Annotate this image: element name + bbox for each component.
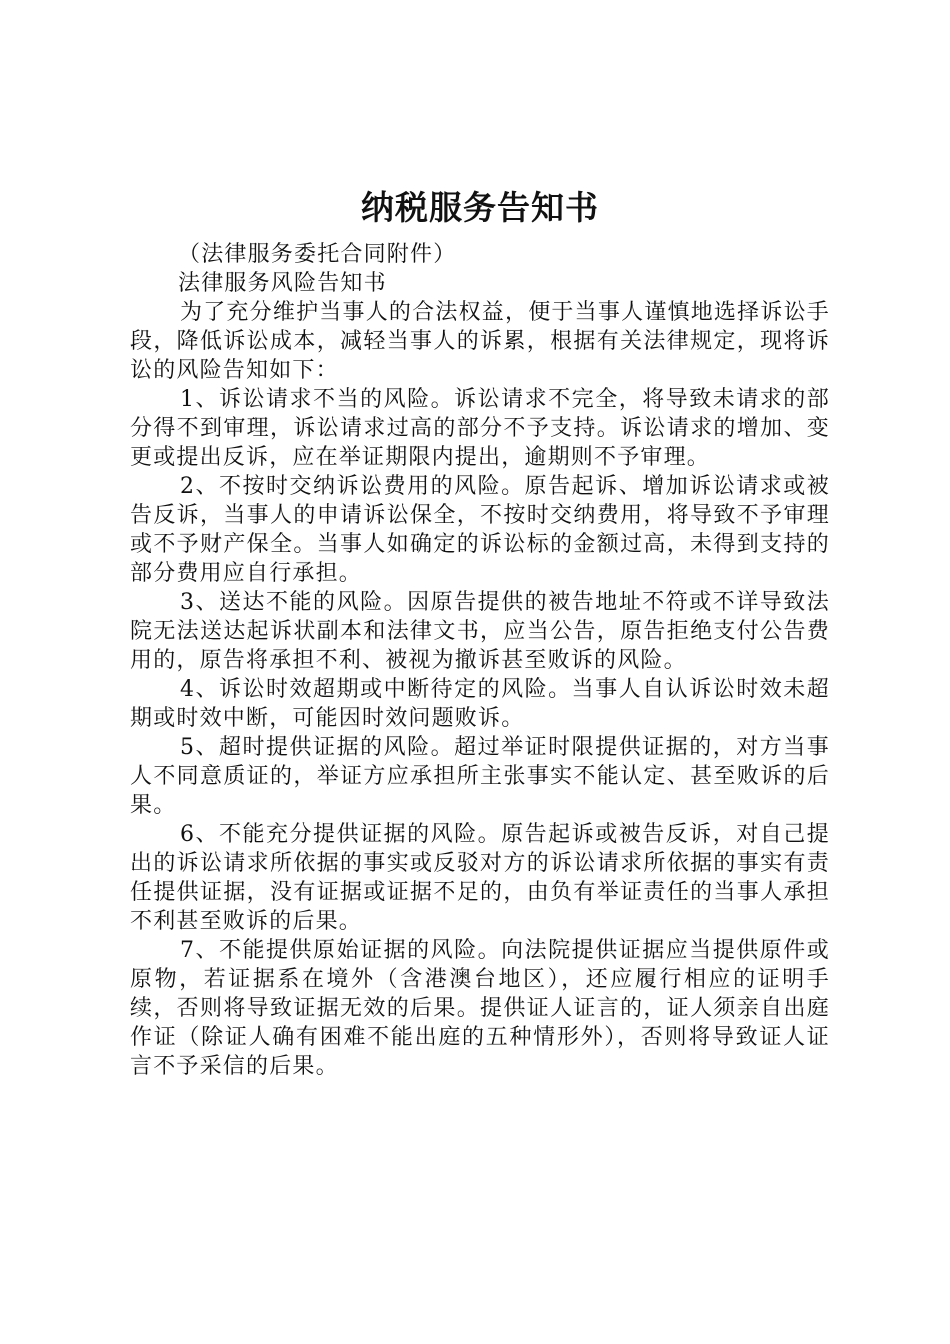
document-page <box>130 182 830 1081</box>
risk-item-4: 4、诉讼时效超期或中断待定的风险。当事人自认诉讼时效未超期或时效中断，可能因时效问题败诉。 <box>130 677 830 731</box>
document-title: 纳税服务告知书 <box>361 188 599 227</box>
document-subtitle-risk-notice: 法律服务风险告知书 <box>178 271 387 296</box>
risk-item-5: 5、超时提供证据的风险。超过举证时限提供证据的，对方当事人不同意质证的，举证方应承担所主张事实不能认定、甚至败诉的后果。 <box>130 735 830 818</box>
document-subtitle-contract-attachment: （法律服务委托合同附件） <box>178 242 457 267</box>
risk-item-3: 3、送达不能的风险。因原告提供的被告地址不符或不详导致法院无法送达起诉状副本和法律文书，应当公告，原告拒绝支付公告费用的，原告将承担不利、被视为撤诉甚至败诉的风险。 <box>130 590 830 673</box>
risk-item-2: 2、不按时交纳诉讼费用的风险。原告起诉、增加诉讼请求或被告反诉，当事人的申请诉讼保全，不按时交纳费用，将导致不予审理或不予财产保全。当事人如确定的诉讼标的金额过高，未得到支持的部分费用应自行承担。 <box>130 474 830 586</box>
intro-paragraph: 为了充分维护当事人的合法权益，便于当事人谨慎地选择诉讼手段，降低诉讼成本，减轻当事人的诉累，根据有关法律规定，现将诉讼的风险告知如下： <box>130 300 830 383</box>
risk-item-7: 7、不能提供原始证据的风险。向法院提供证据应当提供原件或原物，若证据系在境外（含港澳台地区），还应履行相应的证明手续，否则将导致证据无效的后果。提供证人证言的，证人须亲自出庭作证（除证人确有困难不能出庭的五种情形外），否则将导致证人证言不予采信的后果。 <box>130 938 830 1079</box>
risk-item-6: 6、不能充分提供证据的风险。原告起诉或被告反诉，对自己提出的诉讼请求所依据的事实或反驳对方的诉讼请求所依据的事实有责任提供证据，没有证据或证据不足的，由负有举证责任的当事人承担不利甚至败诉的后果。 <box>130 822 830 934</box>
risk-item-1: 1、诉讼请求不当的风险。诉讼请求不完全，将导致未请求的部分得不到审理，诉讼请求过高的部分不予支持。诉讼请求的增加、变更或提出反诉，应在举证期限内提出，逾期则不予审理。 <box>130 387 830 470</box>
